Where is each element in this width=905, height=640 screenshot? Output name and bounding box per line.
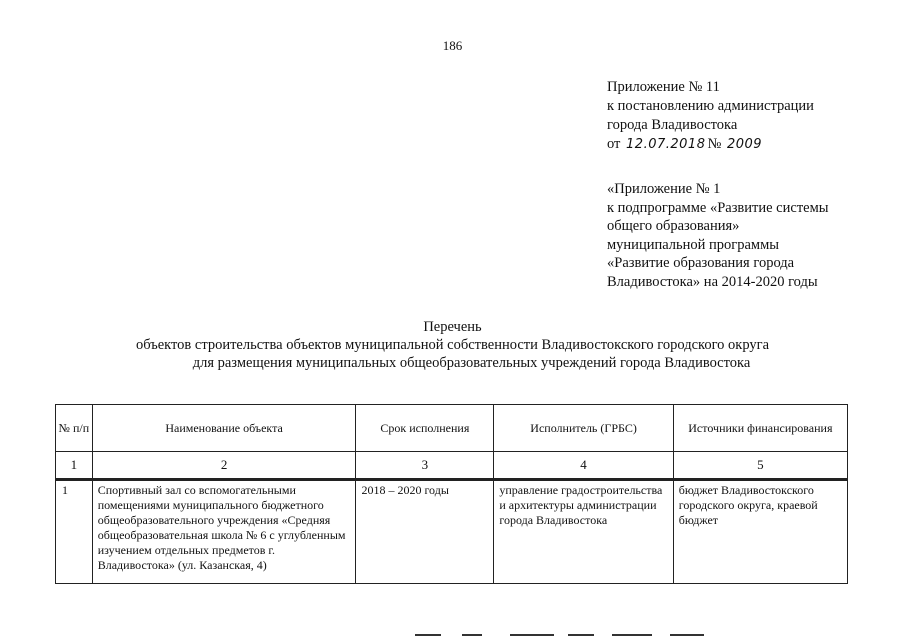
date-prefix: от bbox=[607, 136, 621, 152]
handwritten-number: 2009 bbox=[726, 137, 763, 152]
appendix-date-line bbox=[607, 135, 897, 154]
header-executor: Исполнитель (ГРБС) bbox=[494, 405, 673, 452]
objects-table bbox=[55, 404, 848, 584]
column-number: 4 bbox=[494, 452, 673, 480]
title-line-3: для размещения муниципальных общеобразовательных учреждений города Владивостока bbox=[192, 355, 751, 371]
column-number: 3 bbox=[356, 452, 494, 480]
sub-appendix-line: «Приложение № 1 bbox=[607, 181, 721, 197]
row-object-name: Спортивный зал со вспомогательными помещениями муниципального бюджетного общеобразовательного учреждения «Средняя общеобразовательная школа № 6 с углубленным изучением отдельных предметов г. Владивостока» (ул. Казанская, 4) bbox=[92, 480, 356, 584]
appendix-line-2: к постановлению администрации bbox=[607, 98, 814, 114]
page-number: 186 bbox=[442, 38, 463, 53]
header-term: Срок исполнения bbox=[356, 405, 494, 452]
handwritten-date: 12.07.2018 bbox=[626, 137, 706, 152]
table-header-row bbox=[56, 405, 848, 452]
title-line-1: Перечень bbox=[423, 319, 482, 335]
sub-appendix-line: «Развитие образования города bbox=[607, 255, 795, 271]
column-number-row bbox=[56, 452, 848, 480]
column-number: 1 bbox=[56, 452, 93, 480]
number-prefix: № bbox=[707, 136, 722, 152]
row-executor: управление градостроительства и архитектуры администрации города Владивостока bbox=[494, 480, 673, 584]
column-number: 2 bbox=[92, 452, 356, 480]
header-num: № п/п bbox=[56, 405, 93, 452]
sub-appendix-block bbox=[607, 180, 897, 291]
column-number: 5 bbox=[673, 452, 847, 480]
header-name: Наименование объекта bbox=[92, 405, 356, 452]
title-line-2: объектов строительства объектов муниципальной собственности Владивостокского городского округа bbox=[135, 337, 770, 353]
row-term: 2018 – 2020 годы bbox=[356, 480, 494, 584]
appendix-line-3: города Владивостока bbox=[607, 117, 738, 133]
row-sources: бюджет Владивостокского городского округа, краевой бюджет bbox=[673, 480, 847, 584]
appendix-line-1: Приложение № 11 bbox=[607, 79, 720, 95]
sub-appendix-line: Владивостока» на 2014-2020 годы bbox=[607, 273, 818, 290]
scan-artifact-marks bbox=[0, 632, 905, 640]
appendix-block bbox=[607, 78, 897, 154]
sub-appendix-line: общего образования» bbox=[607, 218, 740, 234]
document-title bbox=[0, 318, 905, 372]
header-sources: Источники финансирования bbox=[673, 405, 847, 452]
row-num: 1 bbox=[56, 480, 93, 584]
table-row bbox=[56, 480, 848, 584]
sub-appendix-line: муниципальной программы bbox=[607, 236, 780, 253]
sub-appendix-line: к подпрограмме «Развитие системы bbox=[607, 199, 829, 216]
